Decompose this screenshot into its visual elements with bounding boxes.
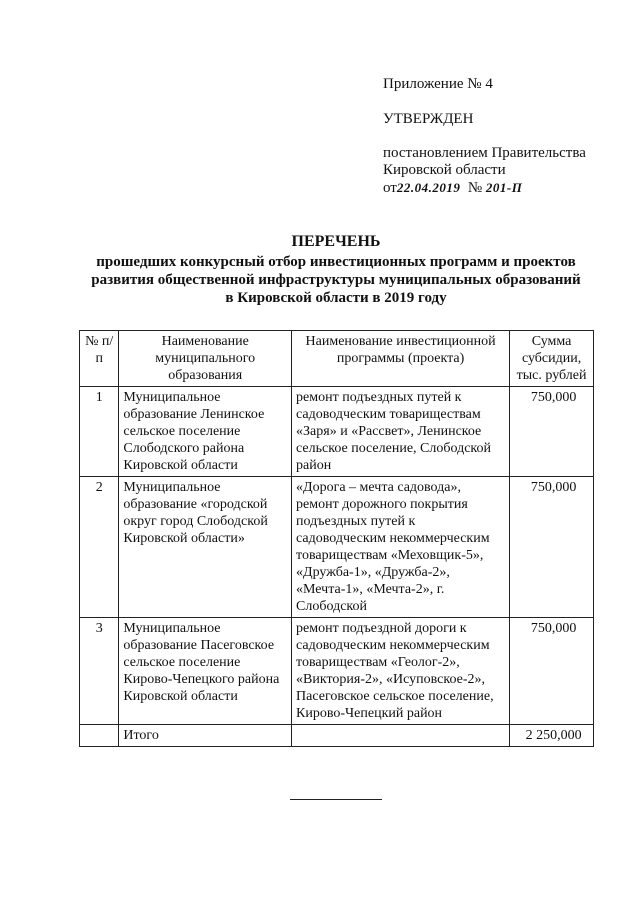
row-municipality: Муниципальное образование «городской округ город Слободской Кировской области» (119, 477, 292, 618)
row-num: 1 (80, 387, 119, 477)
row-amount: 750,000 (510, 387, 594, 477)
total-amount: 2 250,000 (510, 725, 594, 747)
table-row (80, 477, 594, 618)
row-municipality: Муниципальное образование Ленинское сельское поселение Слободского района Кировской области (119, 387, 292, 477)
decree-line-1: постановлением Правительства (383, 145, 586, 161)
header-num: № п/п (80, 331, 119, 387)
row-program: ремонт подъездной дороги к садоводческим некоммерческим товариществам «Геолог-2», «Виктория-2», «Исуповское-2», Пасеговское сельское поселение, Кирово-Чепецкий район (292, 618, 510, 725)
header-amount: Сумма субсидии, тыс. рублей (510, 331, 594, 387)
date-prefix: от (383, 180, 397, 196)
row-amount: 750,000 (510, 618, 594, 725)
row-municipality: Муниципальное образование Пасеговское сельское поселение Кирово-Чепецкого района Кировской области (119, 618, 292, 725)
total-row (80, 725, 594, 747)
table-row (80, 618, 594, 725)
header-municipality: Наименование муниципального образования (119, 331, 292, 387)
number-prefix: № (467, 180, 483, 196)
document-subtitle (40, 253, 632, 307)
closing-divider (290, 799, 382, 800)
subtitle-line-3: в Кировской области в 2019 году (225, 290, 447, 306)
header-program: Наименование инвестиционной программы (проекта) (292, 331, 510, 387)
row-amount: 750,000 (510, 477, 594, 618)
appendix-label: Приложение № 4 (383, 76, 493, 92)
table-row (80, 387, 594, 477)
subtitle-line-1: прошедших конкурсный отбор инвестиционных программ и проектов (96, 254, 576, 270)
projects-table (79, 330, 594, 747)
decree-date-line (383, 179, 522, 197)
table-header-row (80, 331, 594, 387)
handwritten-number: 201-П (485, 180, 523, 195)
row-num: 3 (80, 618, 119, 725)
approved-label: УТВЕРЖДЕН (383, 111, 474, 127)
decree-line-2: Кировской области (383, 162, 506, 178)
total-num-cell (80, 725, 119, 747)
subtitle-line-2: развития общественной инфраструктуры муниципальных образований (91, 272, 581, 288)
row-program: ремонт подъездных путей к садоводческим товариществам «Заря» и «Рассвет», Ленинское сельское поселение, Слободской район (292, 387, 510, 477)
handwritten-date: 22.04.2019 (396, 180, 461, 195)
decree-text (383, 145, 603, 179)
total-program-cell (292, 725, 510, 747)
total-label: Итого (119, 725, 292, 747)
document-title: ПЕРЕЧЕНЬ (291, 233, 381, 250)
row-program: «Дорога – мечта садовода», ремонт дорожного покрытия подъездных путей к садоводческим некоммерческим товариществам «Меховщик-5», «Дружба-1», «Дружба-2», «Мечта-1», «Мечта-2», г. Слободской (292, 477, 510, 618)
row-num: 2 (80, 477, 119, 618)
